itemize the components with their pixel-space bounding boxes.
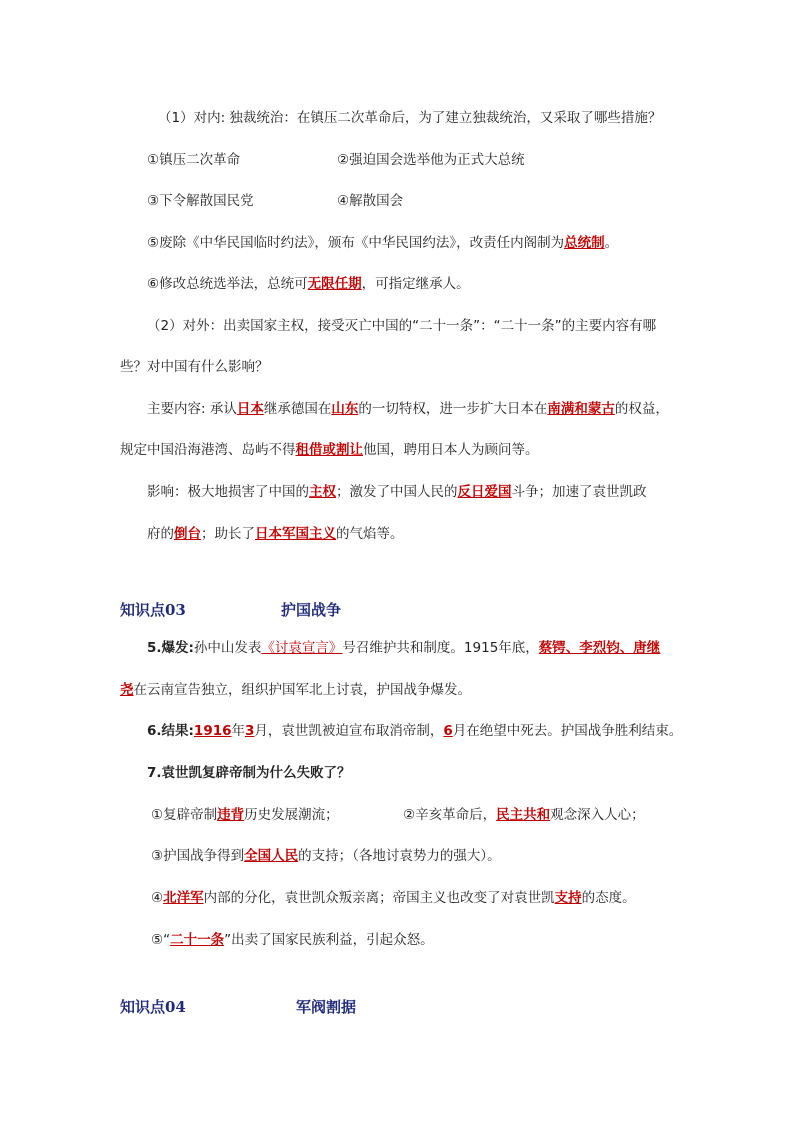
measure-3: ③下令解散国民党 — [147, 193, 254, 209]
reason-3: ③护国战争得到全国人民的支持；（各地讨袁势力的强大）。 — [151, 848, 501, 864]
measure-5: ⑤废除《中华民国临时约法》，颁布《中华民国约法》，改责任内阁制为总统制。 — [147, 235, 619, 251]
outer-impact-line1: 影响：极大地损害了中国的主权；激发了中国人民的反日爱国斗争；加速了袁世凯政 — [147, 484, 647, 500]
kp03-p5-line2: 尧在云南宣告独立，组织护国军北上讨袁，护国战争爆发。 — [120, 682, 471, 698]
reason-2: ②辛亥革命后，民主共和观念深入人心； — [403, 807, 645, 823]
outer-question-line1: （2）对外：出卖国家主权，接受灭亡中国的“二十一条”：“二十一条”的主要内容有哪 — [147, 318, 657, 334]
measure-1: ①镇压二次革命 — [147, 152, 241, 168]
kp04-label: 知识点04 — [120, 998, 186, 1016]
kp04-title: 军阀割据 — [296, 998, 357, 1016]
measure-4: ④解散国会 — [337, 193, 404, 209]
outer-content-line2: 规定中国沿海港湾、岛屿不得租借或割让他国，聘用日本人为顾问等。 — [120, 442, 539, 458]
kp03-p6: 6.结果:1916年3月，袁世凯被迫宣布取消帝制，6月在绝望中死去。护国战争胜利结束。 — [147, 723, 683, 739]
reason-1: ①复辟帝制违背历史发展潮流； — [151, 807, 339, 823]
outer-question-line2: 些？对中国有什么影响？ — [120, 359, 269, 375]
kp03-label: 知识点03 — [120, 601, 186, 619]
reason-4: ④北洋军内部的分化，袁世凯众叛亲离；帝国主义也改变了对袁世凯支持的态度。 — [151, 890, 636, 906]
kp03-p5-line1: 5.爆发:孙中山发表《讨袁宣言》号召维护共和制度。1915年底，蔡锷、李烈钧、唐继 — [147, 640, 661, 656]
reason-5: ⑤“二十一条”出卖了国家民族利益，引起众怒。 — [151, 932, 434, 948]
outer-content-line1: 主要内容: 承认日本继承德国在山东的一切特权，进一步扩大日本在南满和蒙古的权益， — [147, 401, 669, 417]
kp03-title: 护国战争 — [281, 601, 342, 619]
outer-impact-line2: 府的倒台；助长了日本军国主义的气焰等。 — [147, 526, 404, 542]
kp03-p7-question: 7.袁世凯复辟帝制为什么失败了？ — [147, 765, 351, 781]
measure-2: ②强迫国会选举他为正式大总统 — [337, 152, 525, 168]
keyword-presidential-system: 总统制 — [564, 235, 605, 251]
inner-question: （1）对内: 独裁统治：在镇压二次革命后，为了建立独裁统治，又采取了哪些措施？ — [158, 110, 662, 126]
measure-6: ⑥修改总统选举法，总统可无限任期，可指定继承人。 — [147, 276, 470, 292]
keyword-unlimited-term: 无限任期 — [307, 276, 362, 292]
